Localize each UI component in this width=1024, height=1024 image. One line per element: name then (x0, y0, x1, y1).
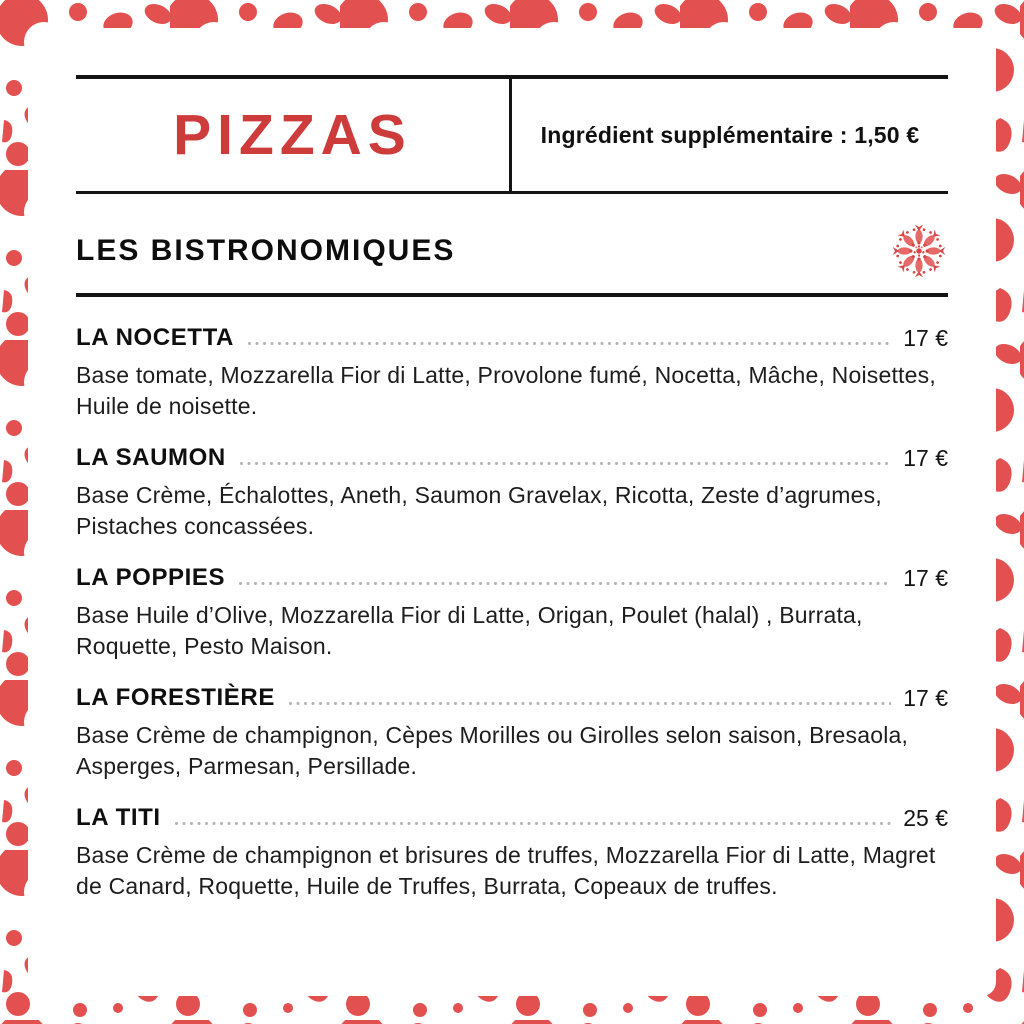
menu-item (76, 564, 948, 662)
menu-item-name: LA NOCETTA (76, 324, 234, 351)
menu-item (76, 324, 948, 422)
section-title: LES BISTRONOMIQUES (76, 234, 456, 267)
menu-item-price: 17 € (903, 685, 948, 711)
supplement-note: Ingrédient supplémentaire : 1,50 € (540, 121, 920, 148)
menu-item-price: 17 € (903, 565, 948, 591)
menu-item-row (76, 564, 948, 592)
section-header (76, 222, 948, 280)
menu-item-name: LA SAUMON (76, 444, 226, 471)
menu-header (76, 75, 948, 194)
section-divider-rule (76, 293, 948, 297)
header-note-cell (512, 79, 948, 191)
menu-item (76, 804, 948, 902)
dotted-leader (240, 462, 891, 465)
mandala-ornament-icon (890, 222, 948, 280)
menu-item-row (76, 324, 948, 352)
menu-item-name: LA TITI (76, 804, 161, 831)
menu-item-row (76, 684, 948, 712)
menu-item-name: LA POPPIES (76, 564, 226, 591)
menu-item (76, 684, 948, 782)
dotted-leader (175, 822, 892, 825)
menu-item-description: Base Crème, Échalottes, Aneth, Saumon Gravelax, Ricotta, Zeste d’agrumes, Pistaches concassées. (76, 482, 882, 539)
page-title: PIZZAS (173, 103, 412, 167)
menu-item-description: Base tomate, Mozzarella Fior di Latte, Provolone fumé, Nocetta, Mâche, Noisettes, Huile de noisette. (76, 362, 936, 419)
dotted-leader (239, 582, 891, 585)
menu-item-row (76, 804, 948, 832)
menu-item-price: 25 € (903, 805, 948, 831)
menu-item-description: Base Huile d’Olive, Mozzarella Fior di Latte, Origan, Poulet (halal) , Burrata, Roquette, Pesto Maison. (76, 602, 863, 659)
menu-item-price: 17 € (903, 325, 948, 351)
menu-item-list (76, 324, 948, 902)
menu-item-row (76, 444, 948, 472)
header-title-cell (76, 79, 509, 191)
menu-item-price: 17 € (903, 445, 948, 471)
menu-item-description: Base Crème de champignon et brisures de truffes, Mozzarella Fior di Latte, Magret de Canard, Roquette, Huile de Truffes, Burrata, Copeaux de truffes. (76, 842, 936, 899)
dotted-leader (248, 342, 891, 345)
menu-item (76, 444, 948, 542)
menu-page (28, 28, 996, 996)
menu-item-name: LA FORESTIÈRE (76, 684, 275, 711)
dotted-leader (289, 702, 891, 705)
menu-item-description: Base Crème de champignon, Cèpes Morilles ou Girolles selon saison, Bresaola, Asperges, Parmesan, Persillade. (76, 722, 909, 779)
